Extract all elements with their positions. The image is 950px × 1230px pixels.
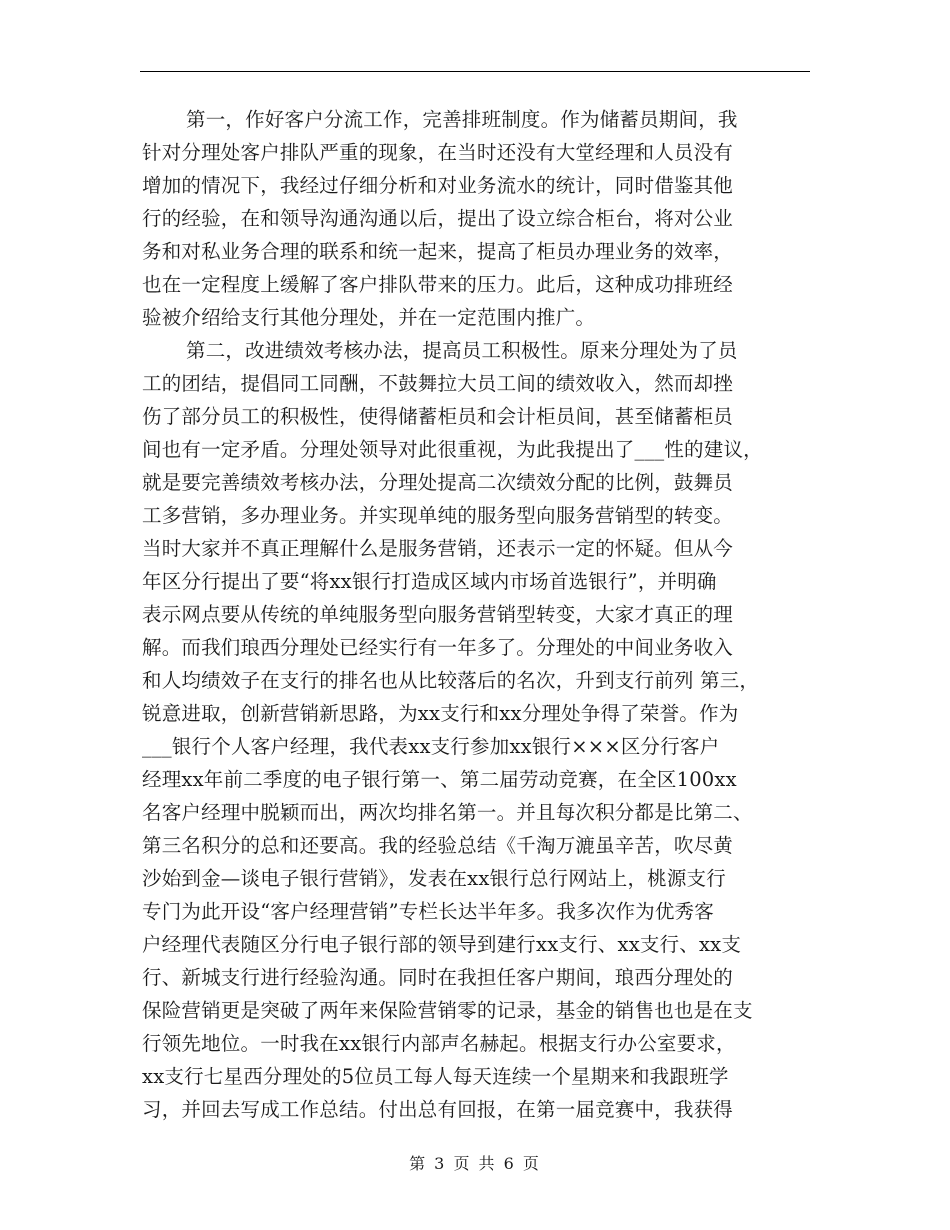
text-line: 第一，作好客户分流工作，完善排班制度。作为储蓄员期间，我: [186, 108, 738, 131]
header-rule: [140, 71, 810, 72]
text-line: 和人均绩效子在支行的排名也从比较落后的名次，升到支行前列 第三，: [142, 669, 760, 692]
text-line: 习，并回去写成工作总结。付出总有回报，在第一届竞赛中，我获得: [142, 1098, 734, 1121]
text-line: ___银行个人客户经理，我代表xx支行参加xx银行×××区分行客户: [142, 735, 720, 758]
text-line: 间也有一定矛盾。分理处领导对此很重视，为此我提出了___性的建议，: [142, 438, 763, 461]
text-line: 第三名积分的总和还要高。我的经验总结《千淘万漉虽辛苦，吹尽黄: [142, 834, 734, 857]
text-line: xx支行七星西分理处的5位员工每人每天连续一个星期来和我跟班学: [142, 1065, 729, 1088]
text-line: 行、新城支行进行经验沟通。同时在我担任客户期间，琅西分理处的: [142, 966, 734, 989]
text-line: 就是要完善绩效考核办法，分理处提高二次绩效分配的比例，鼓舞员: [142, 471, 734, 494]
text-line: 验被介绍给支行其他分理处，并在一定范围内推广。: [142, 306, 596, 329]
text-line: 当时大家并不真正理解什么是服务营销，还表示一定的怀疑。但从今: [142, 537, 734, 560]
text-line: 针对分理处客户排队严重的现象，在当时还没有大堂经理和人员没有: [142, 141, 734, 164]
text-line: 工多营销，多办理业务。并实现单纯的服务型向服务营销型的转变。: [142, 504, 734, 527]
text-line: 专门为此开设“客户经理营销”专栏长达半年多。我多次作为优秀客: [142, 900, 714, 923]
text-line: 务和对私业务合理的联系和统一起来，提高了柜员办理业务的效率，: [142, 240, 734, 263]
text-line: 增加的情况下，我经过仔细分析和对业务流水的统计，同时借鉴其他: [142, 174, 734, 197]
text-line: 伤了部分员工的积极性，使得储蓄柜员和会计柜员间，甚至储蓄柜员: [142, 405, 734, 428]
text-line: 表示网点要从传统的单纯服务型向服务营销型转变，大家才真正的理: [142, 603, 734, 626]
text-line: 名客户经理中脱颖而出，两次均排名第一。并且每次积分都是比第二、: [142, 801, 753, 824]
text-line: 第二，改进绩效考核办法，提高员工积极性。原来分理处为了员: [186, 339, 738, 362]
text-line: 保险营销更是突破了两年来保险营销零的记录，基金的销售也也是在支: [142, 999, 753, 1022]
text-line: 沙始到金—谈电子银行营销》，发表在xx银行总行网站上，桃源支行: [142, 867, 726, 890]
text-line: 户经理代表随区分行电子银行部的领导到建行xx支行、xx支行、xx支: [142, 933, 742, 956]
text-line: 经理xx年前二季度的电子银行第一、第二届劳动竞赛，在全区100xx: [142, 768, 737, 791]
text-line: 行领先地位。一时我在xx银行内部声名赫起。根据支行办公室要求，: [142, 1032, 736, 1055]
text-line: 解。而我们琅西分理处已经实行有一年多了。分理处的中间业务收入: [142, 636, 734, 659]
text-line: 锐意进取，创新营销新思路，为xx支行和xx分理处争得了荣誉。作为: [142, 702, 739, 725]
text-line: 也在一定程度上缓解了客户排队带来的压力。此后，这种成功排班经: [142, 273, 734, 296]
text-line: 年区分行提出了要“将xx银行打造成区域内市场首选银行”，并明确: [142, 570, 717, 593]
text-line: 行的经验，在和领导沟通沟通以后，提出了设立综合柜台，将对公业: [142, 207, 734, 230]
text-line: 工的团结，提倡同工同酬，不鼓舞拉大员工间的绩效收入，然而却挫: [142, 372, 734, 395]
page-number: 第 3 页 共 6 页: [409, 1154, 541, 1173]
